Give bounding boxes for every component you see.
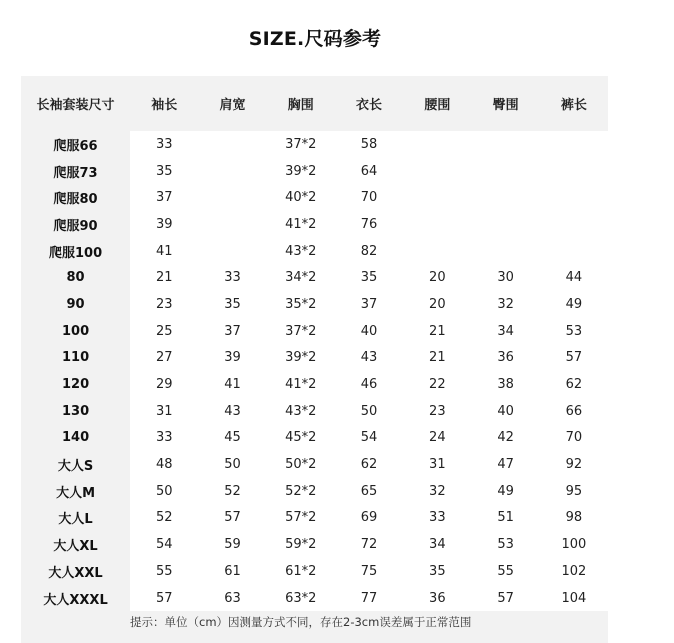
value-cell: 29 xyxy=(155,377,173,393)
value-cell: 35 xyxy=(224,296,241,312)
value-cell: 57 xyxy=(565,350,583,366)
value-cell: 55 xyxy=(497,563,514,579)
table-row xyxy=(21,131,608,158)
value-cell: 20 xyxy=(429,296,446,312)
value-cell: 48 xyxy=(155,457,173,473)
chart-title: SIZE.尺码参考 xyxy=(248,28,382,50)
value-cell: 39 xyxy=(155,216,173,232)
size-label: 爬服73 xyxy=(53,165,98,181)
value-cell: 49 xyxy=(565,296,583,312)
value-cell: 69 xyxy=(360,510,378,526)
size-label: 130 xyxy=(61,403,90,419)
value-cell: 43*2 xyxy=(285,403,317,419)
size-label: 80 xyxy=(66,270,85,286)
table-row xyxy=(21,211,608,238)
value-cell: 37*2 xyxy=(285,136,317,152)
measurement-note: 提示：单位（cm）因测量方式不同，存在2-3cm误差属于正常范围 xyxy=(130,615,472,629)
table-row xyxy=(21,345,608,372)
size-label: 大人XXXL xyxy=(43,592,108,608)
value-cell: 47 xyxy=(497,457,514,473)
value-cell xyxy=(198,158,266,185)
value-cell: 45 xyxy=(224,430,241,446)
value-cell: 33 xyxy=(155,430,173,446)
value-cell xyxy=(471,158,539,185)
header-cell: 胸围 xyxy=(287,98,314,113)
value-cell xyxy=(403,211,471,238)
table-row xyxy=(21,291,608,318)
value-cell: 75 xyxy=(360,563,378,579)
value-cell xyxy=(403,131,471,158)
value-cell: 20 xyxy=(429,270,446,286)
value-cell: 72 xyxy=(360,537,378,553)
value-cell xyxy=(198,131,266,158)
value-cell: 39 xyxy=(224,350,241,366)
value-cell: 37 xyxy=(155,190,173,206)
value-cell: 57*2 xyxy=(285,510,317,526)
value-cell: 57 xyxy=(497,590,514,606)
value-cell: 33 xyxy=(224,270,241,286)
value-cell: 39*2 xyxy=(285,350,317,366)
value-cell: 35 xyxy=(155,163,173,179)
value-cell xyxy=(198,184,266,211)
size-label: 100 xyxy=(61,323,90,339)
value-cell: 62 xyxy=(565,377,583,393)
header-size-label: 长袖套装尺寸 xyxy=(36,98,115,113)
value-cell: 59 xyxy=(224,537,241,553)
value-cell: 76 xyxy=(360,216,378,232)
header-cell: 腰围 xyxy=(424,98,451,113)
value-cell: 27 xyxy=(155,350,173,366)
value-cell: 38 xyxy=(497,377,514,393)
value-cell: 42 xyxy=(497,430,514,446)
value-cell: 40*2 xyxy=(285,190,317,206)
value-cell: 55 xyxy=(155,563,173,579)
value-cell: 70 xyxy=(360,190,378,206)
value-cell: 100 xyxy=(561,537,587,553)
value-cell: 35 xyxy=(360,270,378,286)
value-cell xyxy=(540,184,608,211)
value-cell: 32 xyxy=(429,483,446,499)
value-cell: 61 xyxy=(224,563,241,579)
table-row xyxy=(21,558,608,585)
table-row xyxy=(21,318,608,345)
value-cell: 43 xyxy=(360,350,378,366)
value-cell: 21 xyxy=(429,323,446,339)
value-cell: 61*2 xyxy=(285,563,317,579)
size-label: 大人L xyxy=(58,512,93,528)
value-cell: 33 xyxy=(155,136,173,152)
value-cell xyxy=(471,184,539,211)
value-cell: 102 xyxy=(561,563,587,579)
value-cell: 58 xyxy=(360,136,378,152)
size-label: 爬服80 xyxy=(53,192,98,208)
value-cell: 59*2 xyxy=(285,537,317,553)
table-row xyxy=(21,478,608,505)
value-cell xyxy=(471,131,539,158)
value-cell: 104 xyxy=(561,590,587,606)
value-cell: 35 xyxy=(429,563,446,579)
size-label: 大人XXL xyxy=(48,565,103,581)
table-row xyxy=(21,158,608,185)
value-cell: 50 xyxy=(224,457,241,473)
size-label: 爬服90 xyxy=(53,218,98,234)
value-cell: 31 xyxy=(429,457,446,473)
value-cell: 50 xyxy=(155,483,173,499)
header-cell: 裤长 xyxy=(560,98,587,113)
value-cell xyxy=(540,131,608,158)
size-label: 90 xyxy=(66,296,85,312)
value-cell: 63 xyxy=(224,590,241,606)
value-cell: 53 xyxy=(565,323,583,339)
value-cell: 36 xyxy=(497,350,514,366)
value-cell: 52 xyxy=(155,510,173,526)
value-cell: 24 xyxy=(429,430,446,446)
value-cell: 37 xyxy=(360,296,378,312)
size-table xyxy=(21,76,608,611)
value-cell: 22 xyxy=(429,377,446,393)
value-cell: 35*2 xyxy=(285,296,317,312)
value-cell: 46 xyxy=(360,377,378,393)
value-cell: 37 xyxy=(224,323,241,339)
value-cell: 50 xyxy=(360,403,378,419)
table-row xyxy=(21,505,608,532)
header-cell: 臀围 xyxy=(492,98,519,113)
value-cell xyxy=(198,211,266,238)
value-cell: 53 xyxy=(497,537,514,553)
value-cell: 95 xyxy=(565,483,583,499)
size-label: 110 xyxy=(61,350,90,366)
value-cell: 54 xyxy=(155,537,173,553)
size-label: 大人S xyxy=(57,459,94,475)
value-cell xyxy=(198,238,266,265)
value-cell: 31 xyxy=(155,403,173,419)
value-cell xyxy=(540,238,608,265)
size-label: 大人XL xyxy=(53,539,98,555)
value-cell: 49 xyxy=(497,483,514,499)
header-cell: 肩宽 xyxy=(219,98,246,113)
value-cell: 62 xyxy=(360,457,378,473)
table-row xyxy=(21,451,608,478)
value-cell: 30 xyxy=(497,270,514,286)
value-cell: 44 xyxy=(565,270,583,286)
table-row xyxy=(21,531,608,558)
table-row xyxy=(21,238,608,265)
value-cell: 82 xyxy=(360,243,378,259)
value-cell: 25 xyxy=(155,323,173,339)
value-cell xyxy=(540,158,608,185)
value-cell: 41*2 xyxy=(285,216,317,232)
table-body xyxy=(21,131,608,611)
value-cell: 64 xyxy=(360,163,378,179)
value-cell xyxy=(540,211,608,238)
value-cell: 66 xyxy=(565,403,583,419)
value-cell xyxy=(403,238,471,265)
value-cell: 21 xyxy=(429,350,446,366)
value-cell: 23 xyxy=(155,296,173,312)
value-cell: 36 xyxy=(429,590,446,606)
value-cell: 41 xyxy=(224,377,241,393)
value-cell: 77 xyxy=(360,590,378,606)
value-cell: 54 xyxy=(360,430,378,446)
value-cell: 41*2 xyxy=(285,377,317,393)
size-label: 爬服66 xyxy=(53,138,98,154)
header-cell: 衣长 xyxy=(356,98,383,113)
value-cell: 51 xyxy=(497,510,514,526)
value-cell: 41 xyxy=(155,243,173,259)
value-cell: 70 xyxy=(565,430,583,446)
table-row xyxy=(21,425,608,452)
value-cell: 32 xyxy=(497,296,514,312)
value-cell xyxy=(471,211,539,238)
value-cell xyxy=(403,184,471,211)
value-cell: 43*2 xyxy=(285,243,317,259)
table-row xyxy=(21,398,608,425)
value-cell: 40 xyxy=(360,323,378,339)
value-cell: 43 xyxy=(224,403,241,419)
value-cell: 34 xyxy=(497,323,514,339)
value-cell: 52 xyxy=(224,483,241,499)
size-label: 120 xyxy=(61,377,90,393)
value-cell: 45*2 xyxy=(285,430,317,446)
size-label: 大人M xyxy=(56,485,96,501)
table-row xyxy=(21,585,608,612)
value-cell xyxy=(403,158,471,185)
value-cell: 23 xyxy=(429,403,446,419)
value-cell xyxy=(471,238,539,265)
table-row xyxy=(21,371,608,398)
value-cell: 34*2 xyxy=(285,270,317,286)
size-label: 140 xyxy=(61,430,90,446)
table-row xyxy=(21,184,608,211)
header-cell: 袖长 xyxy=(151,98,178,113)
value-cell: 21 xyxy=(155,270,173,286)
value-cell: 57 xyxy=(224,510,241,526)
value-cell: 57 xyxy=(155,590,173,606)
value-cell: 40 xyxy=(497,403,514,419)
value-cell: 52*2 xyxy=(285,483,317,499)
value-cell: 98 xyxy=(565,510,583,526)
size-label: 爬服100 xyxy=(48,245,103,261)
value-cell: 37*2 xyxy=(285,323,317,339)
value-cell: 34 xyxy=(429,537,446,553)
value-cell: 50*2 xyxy=(285,457,317,473)
value-cell: 65 xyxy=(360,483,378,499)
value-cell: 63*2 xyxy=(285,590,317,606)
value-cell: 33 xyxy=(429,510,446,526)
value-cell: 39*2 xyxy=(285,163,317,179)
header-row xyxy=(21,76,608,131)
value-cell: 92 xyxy=(565,457,583,473)
table-row xyxy=(21,264,608,291)
